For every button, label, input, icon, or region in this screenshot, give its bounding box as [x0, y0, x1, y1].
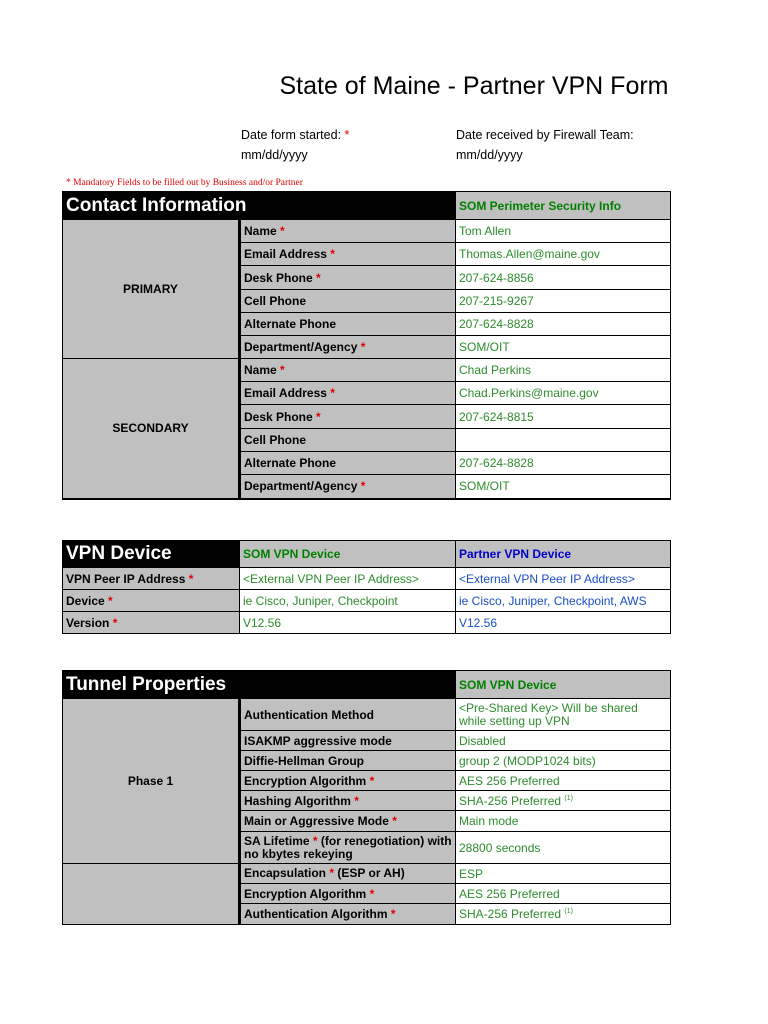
- partner-vpn-device-header: Partner VPN Device: [456, 541, 671, 568]
- required-marker: *: [280, 363, 285, 377]
- value-department-agency[interactable]: [456, 336, 671, 359]
- field-value: Tom Allen: [459, 224, 512, 238]
- required-marker: *: [104, 593, 113, 608]
- form-title: State of Maine - Partner VPN Form: [279, 72, 669, 100]
- vpn-device-table: [62, 540, 671, 634]
- value-authentication-algorithm[interactable]: [456, 904, 671, 925]
- field-label: Desk Phone: [244, 270, 313, 285]
- label-desk-phone: [240, 266, 456, 290]
- required-marker: *: [387, 907, 396, 921]
- label-sa-lifetime: [240, 832, 456, 864]
- secondary-group-label: SECONDARY: [63, 359, 240, 499]
- required-marker: *: [366, 773, 375, 788]
- value-alternate-phone[interactable]: [456, 452, 671, 475]
- date-received-block: [456, 125, 634, 165]
- form-row: [63, 699, 671, 731]
- value-name[interactable]: [456, 359, 671, 382]
- required-marker: *: [388, 814, 397, 828]
- label-device: [63, 590, 240, 612]
- tunnel-properties-table: [62, 670, 671, 925]
- field-label: VPN Peer IP Address: [66, 571, 186, 586]
- field-label: Department/Agency: [244, 479, 358, 494]
- field-value: 207-215-9267: [459, 294, 534, 308]
- tunnel-som-vpn-header: SOM VPN Device: [456, 671, 671, 699]
- tunnel-properties-header: Tunnel Properties: [63, 671, 456, 699]
- label-vpn-peer-ip-address: [63, 568, 240, 590]
- required-marker: *: [185, 571, 194, 586]
- field-value: AES 256 Preferred: [459, 886, 560, 901]
- vpn-row: [63, 590, 671, 612]
- label-cell-phone: [240, 429, 456, 452]
- field-label: Encapsulation: [244, 866, 327, 880]
- label-email-address: [240, 243, 456, 266]
- field-value: SHA-256 Preferred: [459, 793, 562, 808]
- partner-version-value[interactable]: V12.56: [456, 612, 671, 634]
- field-label: Main or Aggressive Mode: [244, 814, 389, 828]
- value-desk-phone[interactable]: [456, 405, 671, 429]
- som-vpn-peer-ip-address-value[interactable]: <External VPN Peer IP Address>: [240, 568, 456, 590]
- vpn-device-header: VPN Device: [63, 541, 240, 568]
- value-email-address[interactable]: [456, 382, 671, 405]
- required-marker: *: [366, 886, 375, 901]
- primary-section: [63, 220, 671, 359]
- value-diffie-hellman-group[interactable]: [456, 751, 671, 771]
- phase2-group-label: [63, 864, 240, 925]
- phase1-section: [63, 699, 671, 864]
- value-desk-phone[interactable]: [456, 266, 671, 290]
- field-label: Authentication Algorithm: [244, 907, 388, 921]
- required-marker: *: [309, 833, 318, 848]
- field-label: Encryption Algorithm: [244, 773, 367, 788]
- value-department-agency[interactable]: [456, 475, 671, 499]
- required-marker: *: [109, 615, 118, 630]
- label-department-agency: [240, 336, 456, 359]
- label-isakmp-aggressive-mode: [240, 731, 456, 751]
- footnote-marker: (1): [564, 794, 573, 802]
- label-alternate-phone: [240, 313, 456, 336]
- field-label: Desk Phone: [244, 409, 313, 424]
- field-label: Email Address: [244, 386, 331, 400]
- value-authentication-method[interactable]: [456, 699, 671, 731]
- partner-vpn-peer-ip-address-value[interactable]: <External VPN Peer IP Address>: [456, 568, 671, 590]
- phase2-section: [63, 864, 671, 925]
- label-email-address: [240, 382, 456, 405]
- date-received-label: Date received by Firewall Team:: [456, 128, 634, 142]
- field-value: 28800 seconds: [459, 840, 541, 855]
- label-main-or-aggressive-mode: [240, 811, 456, 832]
- field-label: Email Address: [244, 247, 327, 261]
- som-perimeter-header: SOM Perimeter Security Info: [456, 192, 671, 220]
- field-label: Authentication Method: [244, 707, 374, 722]
- label-diffie-hellman-group: [240, 751, 456, 771]
- field-value: 207-624-8856: [459, 270, 534, 285]
- required-marker: *: [344, 128, 350, 142]
- required-marker: *: [330, 386, 335, 400]
- field-value: SOM/OIT: [459, 340, 510, 354]
- primary-group-label: PRIMARY: [63, 220, 240, 359]
- som-device-value[interactable]: ie Cisco, Juniper, Checkpoint: [240, 590, 456, 612]
- required-marker: *: [350, 793, 359, 808]
- field-label-suffix: (for renegotiation) with no kbytes rekeying: [244, 833, 452, 861]
- required-marker: *: [357, 340, 366, 354]
- field-value: Thomas.Allen@maine.gov: [459, 247, 600, 261]
- label-encryption-algorithm: [240, 884, 456, 904]
- field-value: Main mode: [459, 814, 519, 828]
- required-marker: *: [312, 270, 321, 285]
- date-started-block: [241, 125, 349, 165]
- required-marker: *: [357, 479, 366, 494]
- field-value: group 2 (MODP1024 bits): [459, 753, 596, 768]
- label-name: [240, 359, 456, 382]
- label-cell-phone: [240, 290, 456, 313]
- field-value: <Pre-Shared Key> Will be shared while setting up VPN: [459, 700, 638, 728]
- value-name[interactable]: [456, 220, 671, 243]
- required-marker: *: [326, 866, 335, 880]
- value-cell-phone[interactable]: [456, 290, 671, 313]
- field-label: Device: [66, 593, 105, 608]
- field-value: 207-624-8828: [459, 456, 534, 470]
- label-encryption-algorithm: [240, 771, 456, 791]
- form-row: [63, 359, 671, 382]
- label-name: [240, 220, 456, 243]
- field-label: Cell Phone: [244, 433, 307, 447]
- value-encryption-algorithm[interactable]: [456, 771, 671, 791]
- form-row: [63, 220, 671, 243]
- field-label: Encryption Algorithm: [244, 886, 367, 901]
- partner-device-value[interactable]: ie Cisco, Juniper, Checkpoint, AWS: [456, 590, 671, 612]
- field-label: Diffie-Hellman Group: [244, 753, 365, 768]
- field-value: SHA-256 Preferred: [459, 907, 562, 921]
- contact-header: Contact Information: [63, 192, 456, 220]
- label-authentication-method: [240, 699, 456, 731]
- label-encapsulation: [240, 864, 456, 884]
- field-value: AES 256 Preferred: [459, 773, 560, 788]
- field-label: Department/Agency: [244, 340, 358, 354]
- label-department-agency: [240, 475, 456, 499]
- footnote-marker: (1): [564, 908, 573, 915]
- field-value: 207-624-8828: [459, 317, 534, 331]
- field-label: SA Lifetime: [244, 833, 310, 848]
- value-encryption-algorithm[interactable]: [456, 884, 671, 904]
- value-isakmp-aggressive-mode[interactable]: [456, 731, 671, 751]
- som-vpn-device-header: SOM VPN Device: [240, 541, 456, 568]
- date-started-value[interactable]: mm/dd/yyyy: [241, 148, 308, 162]
- field-label: Name: [244, 363, 281, 377]
- value-alternate-phone[interactable]: [456, 313, 671, 336]
- value-encapsulation[interactable]: [456, 864, 671, 884]
- field-value: Chad.Perkins@maine.gov: [459, 386, 599, 400]
- label-authentication-algorithm: [240, 904, 456, 925]
- field-value: ESP: [459, 866, 484, 881]
- value-hashing-algorithm[interactable]: [456, 791, 671, 811]
- value-sa-lifetime[interactable]: [456, 832, 671, 864]
- value-email-address[interactable]: [456, 243, 671, 266]
- field-value: Disabled: [459, 733, 506, 748]
- date-received-value[interactable]: mm/dd/yyyy: [456, 148, 523, 162]
- field-label: Name: [244, 224, 277, 238]
- required-marker: *: [326, 247, 335, 261]
- vpn-row: [63, 568, 671, 590]
- field-label: Cell Phone: [244, 294, 307, 308]
- field-label: Hashing Algorithm: [244, 793, 351, 808]
- value-cell-phone[interactable]: [456, 429, 671, 452]
- field-label: ISAKMP aggressive mode: [244, 733, 392, 748]
- label-desk-phone: [240, 405, 456, 429]
- vpn-row: [63, 612, 671, 634]
- label-hashing-algorithm: [240, 791, 456, 811]
- vpn-device-rows: [63, 568, 671, 634]
- som-version-value[interactable]: V12.56: [240, 612, 456, 634]
- label-version: [63, 612, 240, 634]
- secondary-section: [63, 359, 671, 499]
- field-label-suffix: (ESP or AH): [334, 866, 405, 880]
- required-marker: *: [312, 409, 321, 424]
- contact-table: [62, 191, 671, 500]
- field-value: SOM/OIT: [459, 479, 510, 494]
- field-label: Alternate Phone: [244, 456, 337, 470]
- field-label: Alternate Phone: [244, 317, 337, 331]
- date-started-label: Date form started:: [241, 128, 342, 142]
- value-main-or-aggressive-mode[interactable]: [456, 811, 671, 832]
- field-value: 207-624-8815: [459, 409, 534, 424]
- label-alternate-phone: [240, 452, 456, 475]
- phase1-group-label: Phase 1: [63, 699, 240, 864]
- mandatory-note: * Mandatory Fields to be filled out by Business and/or Partner: [66, 178, 303, 188]
- form-row: [63, 864, 671, 884]
- field-value: Chad Perkins: [459, 363, 532, 377]
- required-marker: *: [276, 224, 285, 238]
- field-label: Version: [66, 615, 110, 630]
